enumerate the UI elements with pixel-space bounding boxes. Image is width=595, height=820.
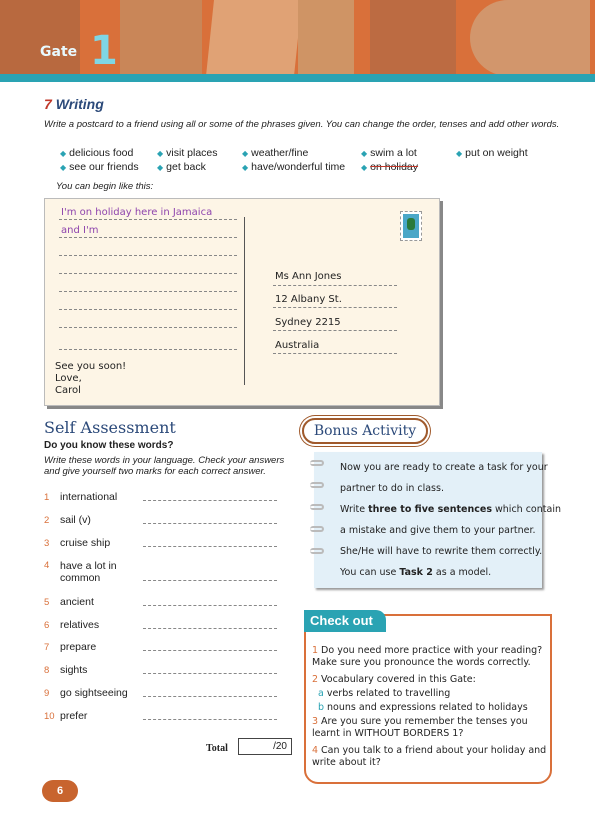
- diamond-icon: ◆: [242, 163, 249, 172]
- gate-label: Gate: [40, 44, 78, 60]
- writing-title: Writing: [55, 96, 104, 112]
- writing-line[interactable]: [59, 219, 237, 220]
- checkout-item: 4 Can you talk to a friend about your holiday and write about it?: [312, 745, 547, 768]
- bonus-line: Now you are ready to create a task for your: [340, 462, 548, 473]
- vocab-item: 1 international: [44, 491, 118, 503]
- answer-line[interactable]: [143, 628, 277, 629]
- bonus-line: You can use Task 2 as a model.: [340, 567, 492, 578]
- bonus-notepad: [314, 452, 561, 588]
- spiral-icon: [310, 482, 324, 488]
- answer-line[interactable]: [143, 546, 277, 547]
- writing-line[interactable]: [59, 327, 237, 328]
- checkout-item: 3 Are you sure you remember the tenses you learnt in WITHOUT BORDERS 1?: [312, 716, 528, 739]
- address-line-3: Sydney 2215: [275, 317, 341, 328]
- vocab-item: 5 ancient: [44, 596, 94, 608]
- writing-line[interactable]: [59, 237, 237, 238]
- diamond-icon: ◆: [361, 149, 368, 158]
- writing-instruction: Write a postcard to a friend using all or some of the phrases given. You can change the order, tenses and add other words.: [44, 119, 560, 130]
- vocab-item: 7 prepare: [44, 641, 97, 653]
- checkout-item: 1 Do you need more practice with your reading? Make sure you pronounce the words correctly.: [312, 645, 543, 668]
- photo-food: [470, 0, 590, 76]
- postcard: [44, 198, 440, 406]
- phrase-item: ◆ see our friends: [60, 161, 139, 173]
- spiral-icon: [310, 504, 324, 510]
- vocab-item: 8 sights: [44, 664, 88, 676]
- answer-line[interactable]: [143, 523, 277, 524]
- phrase-item: ◆ put on weight: [456, 147, 528, 159]
- gate-number: 1: [90, 28, 118, 74]
- photo-writing: [206, 0, 302, 76]
- total-label: Total: [206, 743, 228, 754]
- writing-line[interactable]: [59, 273, 237, 274]
- vocab-item: 6 relatives: [44, 619, 100, 631]
- photo-man: [0, 0, 80, 76]
- diamond-icon: ◆: [361, 163, 368, 172]
- bonus-line: a mistake and give them to your partner.: [340, 525, 536, 536]
- photo-stone: [298, 0, 354, 76]
- postcard-closing: See you soon! Love, Carol: [55, 361, 127, 396]
- bonus-line: She/He will have to rewrite them correctly.: [340, 546, 543, 557]
- address-underline: [273, 307, 397, 308]
- vocab-item: 3 cruise ship: [44, 537, 111, 549]
- writing-line[interactable]: [59, 309, 237, 310]
- checkout-subitem: b nouns and expressions related to holidays: [318, 702, 528, 713]
- header-banner: [0, 0, 595, 82]
- postcard-handwriting-line2: and I'm: [61, 225, 99, 236]
- answer-line[interactable]: [143, 605, 277, 606]
- diamond-icon: ◆: [60, 163, 67, 172]
- diamond-icon: ◆: [157, 149, 164, 158]
- header-bar: [0, 74, 595, 82]
- phrase-item: ◆ have/wonderful time: [242, 161, 346, 173]
- writing-number: 7: [44, 96, 52, 112]
- checkout-item: 2 Vocabulary covered in this Gate:: [312, 674, 476, 685]
- self-assessment-question: Do you know these words?: [44, 440, 174, 451]
- diamond-icon: ◆: [60, 149, 67, 158]
- vocab-item: 9 go sightseeing: [44, 687, 128, 699]
- postcard-divider: [244, 217, 245, 385]
- address-line-1: Ms Ann Jones: [275, 271, 342, 282]
- writing-line[interactable]: [59, 349, 237, 350]
- bonus-line: Write three to five sentences which contain: [340, 504, 561, 515]
- phrase-item: ◆ delicious food: [60, 147, 134, 159]
- phrase-item: ◆ swim a lot: [361, 147, 417, 159]
- checkout-title: Check out: [304, 610, 386, 632]
- writing-line[interactable]: [59, 291, 237, 292]
- vocab-item: 10 prefer: [44, 710, 88, 722]
- bonus-line: partner to do in class.: [340, 483, 444, 494]
- photo-market: [370, 0, 456, 76]
- begin-label: You can begin like this:: [56, 181, 154, 192]
- address-underline: [273, 330, 397, 331]
- address-line-2: 12 Albany St.: [275, 294, 342, 305]
- diamond-icon: ◆: [456, 149, 463, 158]
- address-underline: [273, 353, 397, 354]
- spiral-icon: [310, 460, 324, 466]
- answer-line[interactable]: [143, 500, 277, 501]
- checkout-subitem: a verbs related to travelling: [318, 688, 451, 699]
- diamond-icon: ◆: [157, 163, 164, 172]
- vocab-item: 4 have a lot in common: [44, 560, 117, 584]
- phrase-item: ◆ weather/fine: [242, 147, 309, 159]
- spiral-icon: [310, 526, 324, 532]
- photo-ruins: [120, 0, 202, 76]
- diamond-icon: ◆: [242, 149, 249, 158]
- self-assessment-title: Self Assessment: [44, 418, 176, 437]
- phrase-item: ◆ visit places: [157, 147, 218, 159]
- answer-line[interactable]: [143, 673, 277, 674]
- spiral-icon: [310, 548, 324, 554]
- phrase-item-crossed: ◆ on holiday: [361, 161, 419, 173]
- postcard-handwriting-line1: I'm on holiday here in Jamaica: [61, 207, 213, 218]
- total-score-box[interactable]: /20: [238, 738, 292, 755]
- bonus-activity-title: Bonus Activity: [302, 418, 428, 444]
- page-number: 6: [42, 780, 78, 802]
- writing-line[interactable]: [59, 255, 237, 256]
- stamp-icon: [400, 211, 422, 241]
- answer-line[interactable]: [143, 719, 277, 720]
- address-line-4: Australia: [275, 340, 320, 351]
- writing-heading: [44, 96, 104, 112]
- answer-line[interactable]: [143, 580, 277, 581]
- answer-line[interactable]: [143, 696, 277, 697]
- answer-line[interactable]: [143, 650, 277, 651]
- vocab-item: 2 sail (v): [44, 514, 91, 526]
- self-assessment-instruction: Write these words in your language. Check your answers and give yourself two marks for each correct answer.: [44, 455, 285, 477]
- phrase-item: ◆ get back: [157, 161, 206, 173]
- address-underline: [273, 285, 397, 286]
